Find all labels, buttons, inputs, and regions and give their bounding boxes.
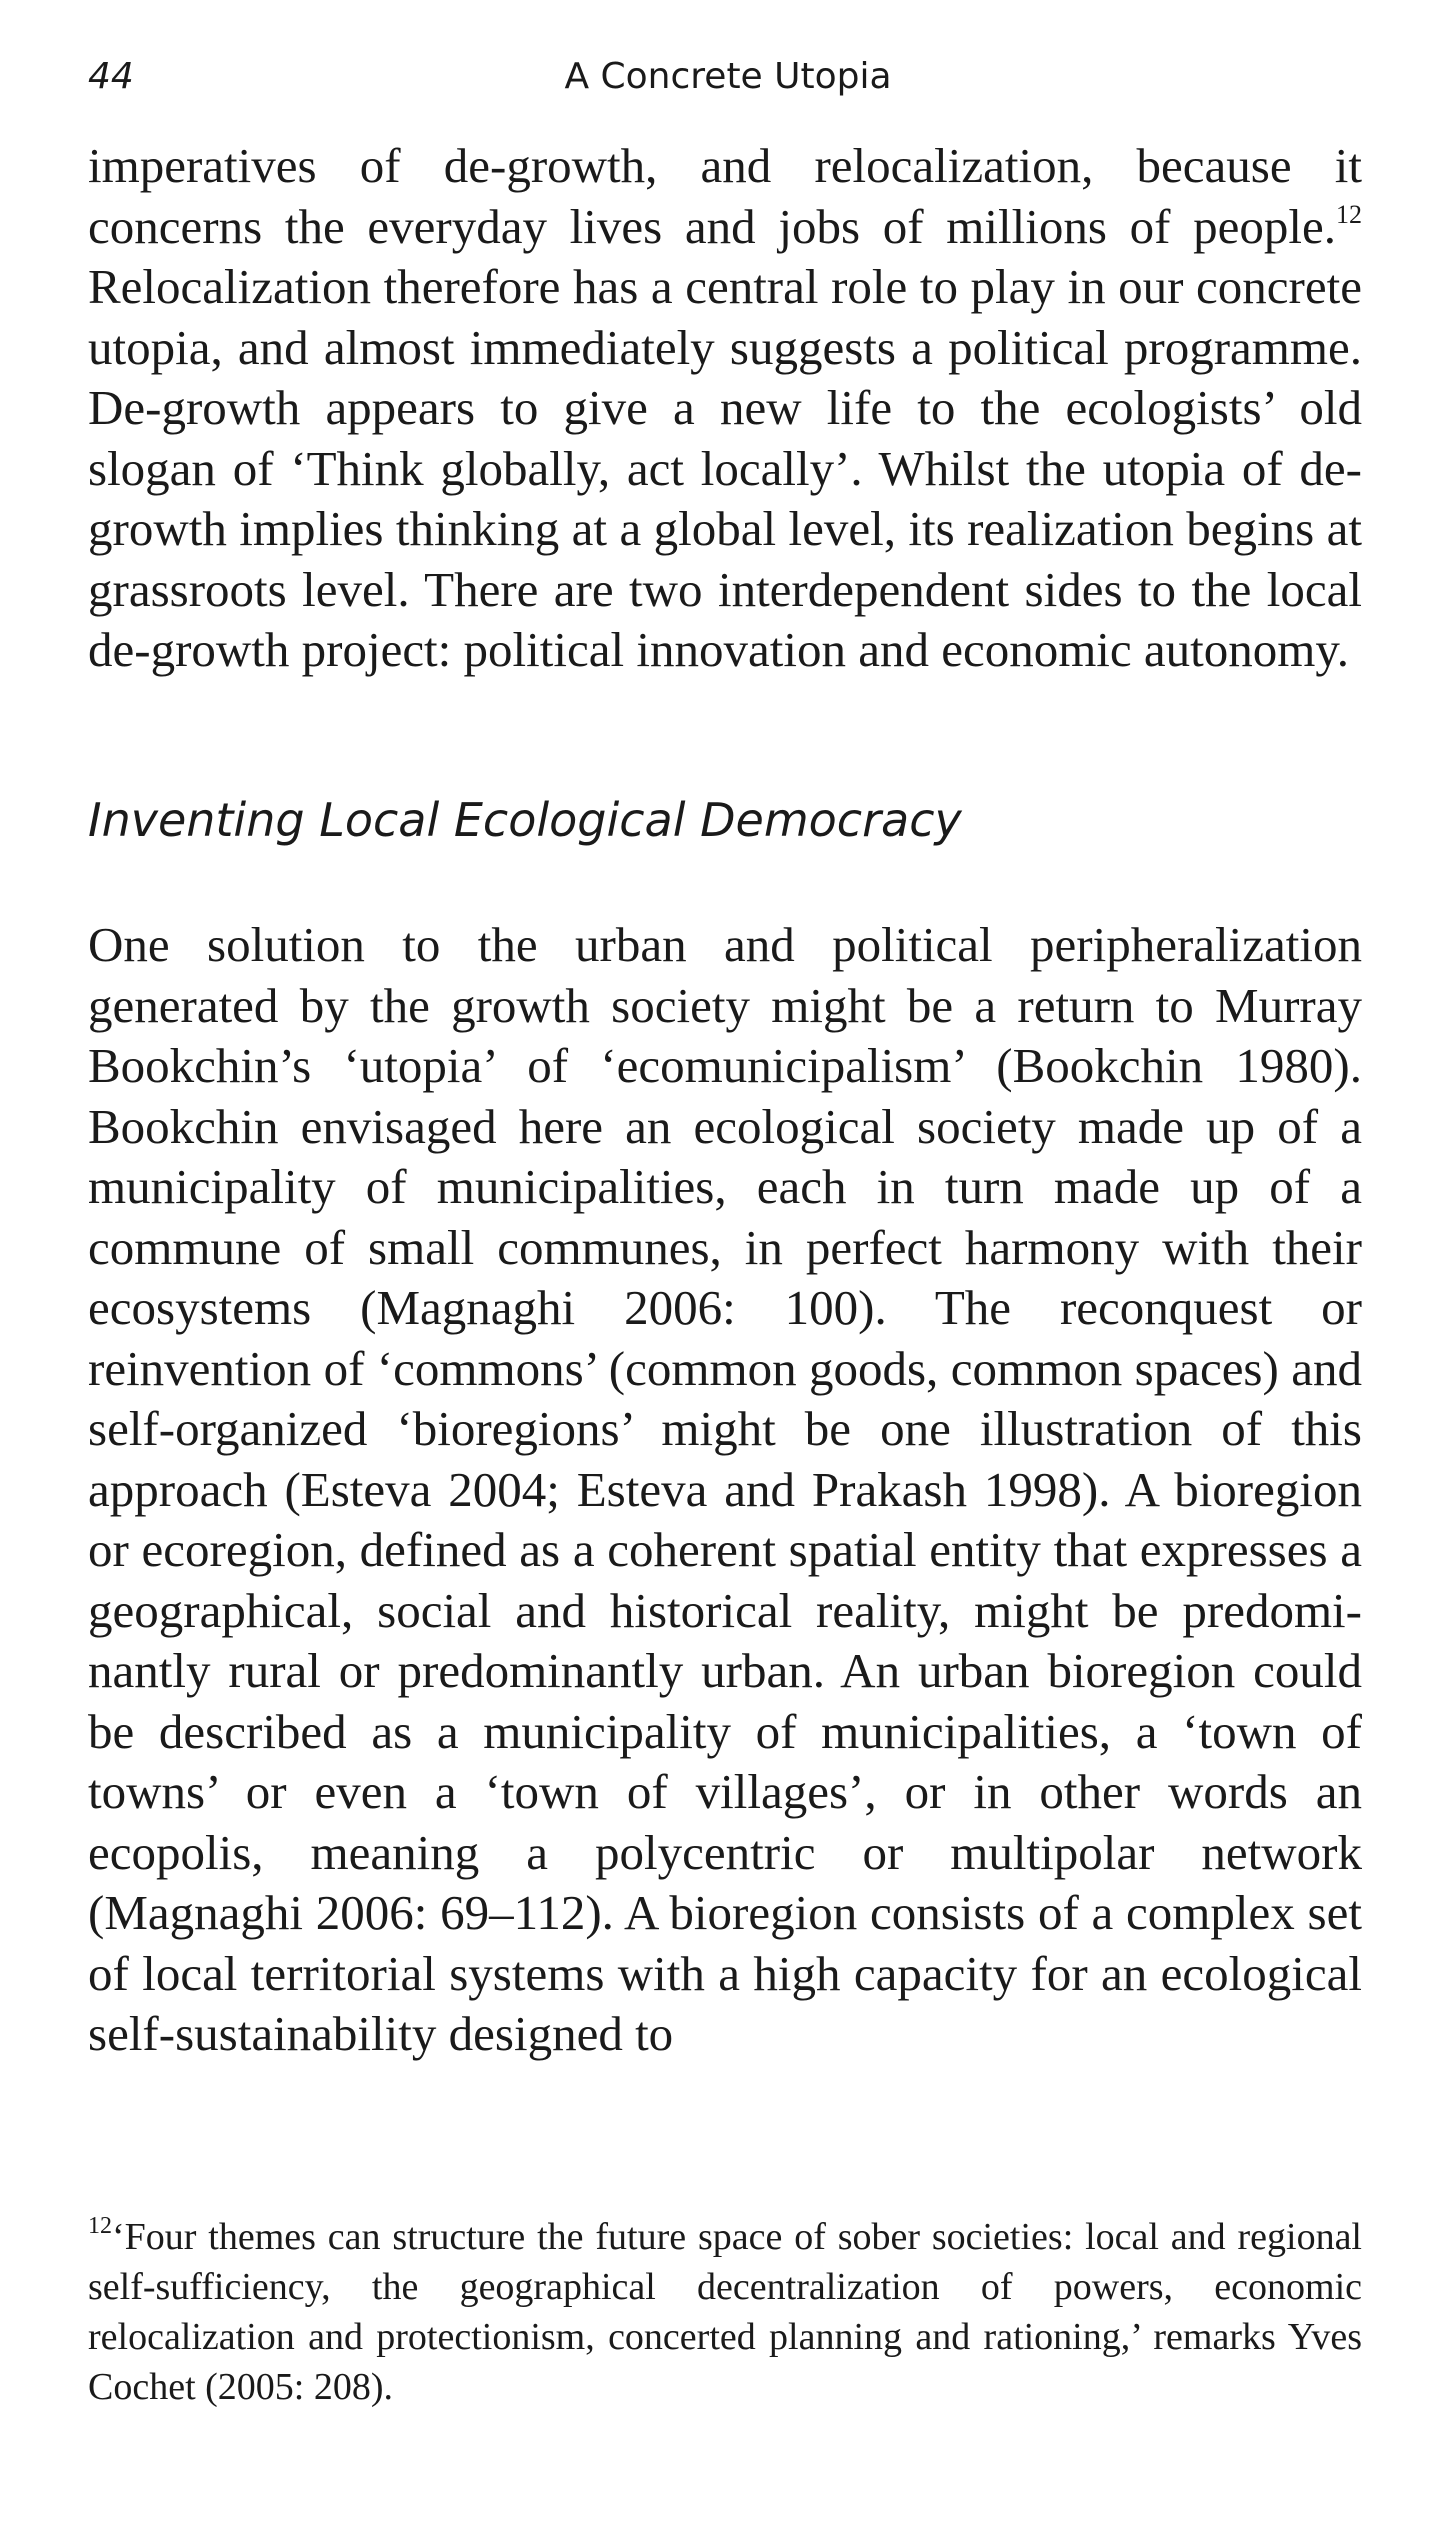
paragraph-text-continued: Relocalization therefore has a central role to play in our concrete utopia, and almost immediately suggests a political programme. De-growth appears to give a new life to the ecologists’ old slogan of ‘Think globally, act locally’. Whilst the utopia of de-growth implies thinking at a global level, its realization begins at grassroots level. There are two interdependent sides to the local de-growth project: political innovation and economic autonomy. xyxy=(88,259,1362,677)
page-number: 44 xyxy=(88,56,134,97)
paragraph-text: imperatives of de-growth, and relocalization, because it concerns the everyday lives and jobs of millions of people. xyxy=(88,138,1362,254)
footnote-text: ‘Four themes can structure the future space of sober societies: local and regional self-sufficiency, the geographical decentralization of powers, economic relocalization and protectionism, concerted planning and rationing,’ remarks Yves Cochet (2005: 208). xyxy=(88,2216,1362,2408)
body-paragraph xyxy=(88,136,1362,681)
footnote-marker: 12 xyxy=(88,2213,112,2239)
section-heading: Inventing Local Ecological Democracy xyxy=(88,793,962,847)
body-paragraph: One solution to the urban and political peripheralization generated by the growth society might be a return to Murray Bookchin’s ‘utopia’ of ‘ecomunicipalism’ (Bookchin 1980). Bookchin envisaged here an ecological society made up of a municipality of municipalities, each in turn made up of a commune of small communes, in perfect harmony with their ecosystems (Magnaghi 2006: 100). The reconquest or reinvention of ‘commons’ (common goods, common spaces) and self-organized ‘bioregions’ might be one illustration of this approach (Esteva 2004; Esteva and Prakash 1998). A bioregion or ecoregion, defined as a coherent spatial entity that expresses a geographical, social and historical reality, might be predominantly rural or predominantly urban. An urban bioregion could be described as a municipality of municipalities, a ‘town of towns’ or even a ‘town of villages’, or in other words an ecopolis, meaning a polycentric or multipolar network (Magnaghi 2006: 69–112). A bioregion consists of a complex set of local territorial systems with a high capacity for an ecological self-sustainability designed to xyxy=(88,917,1362,2061)
footnote-reference: 12 xyxy=(1336,199,1362,229)
running-head: A Concrete Utopia xyxy=(564,56,892,97)
footnote xyxy=(88,2212,1362,2412)
page-header xyxy=(88,52,1368,102)
